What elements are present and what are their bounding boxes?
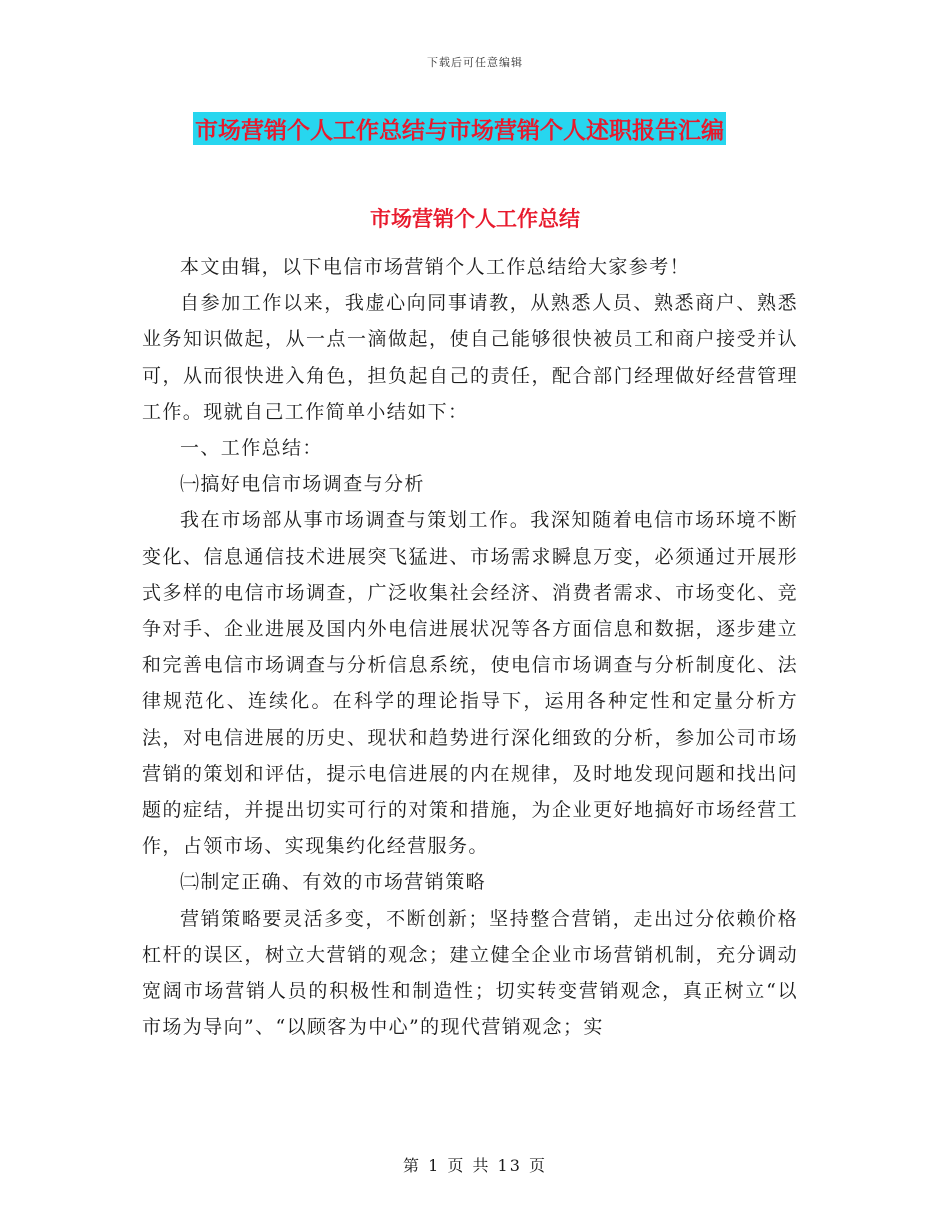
section-title: 市场营销个人工作总结 [370, 206, 580, 231]
main-title-highlight [193, 112, 726, 145]
header-note: 下载后可任意编辑 [427, 56, 523, 69]
heading-marketing-strategy: ㈡制定正确、有效的市场营销策略 [180, 871, 487, 894]
heading-market-research: ㈠搞好电信市场调查与分析 [180, 473, 425, 496]
main-title: 市场营销个人工作总结与市场营销个人述职报告汇编 [195, 117, 724, 144]
paragraph-intro: 本文由辑，以下电信市场营销个人工作总结给大家参考！ [180, 256, 691, 278]
paragraph-overview: 自参加工作以来，我虚心向同事请教，从熟悉人员、熟悉商户、熟悉业务知识做起，从一点一滴做起，使自己能够很快被员工和商户接受并认可，从而很快进入角色，担负起自己的责任，配合部门经理做好经营管理工作。现就自己工作简单小结如下： [142, 292, 798, 423]
paragraph-marketing-strategy: 营销策略要灵活多变，不断创新；坚持整合营销，走出过分依赖价格杠杆的误区，树立大营销的观念；建立健全企业市场营销机制，充分调动宽阔市场营销人员的积极性和制造性；切实转变营销观念，真正树立“以市场为导向”、“以顾客为中心”的现代营销观念；实 [142, 907, 798, 1039]
page-footer: 第 1 页 共 13 页 [403, 1156, 547, 1175]
heading-work-summary: 一、工作总结： [180, 437, 323, 460]
paragraph-market-research: 我在市场部从事市场调查与策划工作。我深知随着电信市场环境不断变化、信息通信技术进展突飞猛进、市场需求瞬息万变，必须通过开展形式多样的电信市场调查，广泛收集社会经济、消费者需求、市场变化、竞争对手、企业进展及国内外电信进展状况等各方面信息和数据，逐步建立和完善电信市场调查与分析信息系统，使电信市场调查与分析制度化、法律规范化、连续化。在科学的理论指导下，运用各种定性和定量分析方法，对电信进展的历史、现状和趋势进行深化细致的分析，参加公司市场营销的策划和评估，提示电信进展的内在规律，及时地发现问题和找出问题的症结，并提出切实可行的对策和措施，为企业更好地搞好市场经营工作，占领市场、实现集约化经营服务。 [142, 509, 798, 858]
document-body [142, 249, 798, 1045]
